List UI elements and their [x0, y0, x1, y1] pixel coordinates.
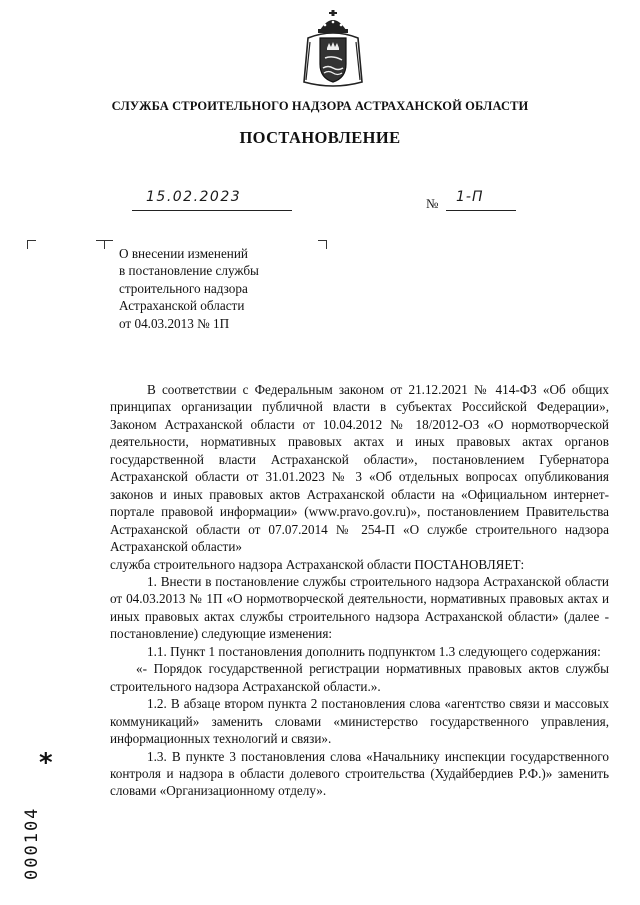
- subject-line: О внесении изменений: [119, 246, 248, 261]
- document-type: ПОСТАНОВЛЕНИЕ: [239, 128, 401, 147]
- number-field: [446, 189, 516, 211]
- corner-mark: [104, 240, 113, 249]
- number-label: №: [426, 196, 439, 211]
- document-number: 1-П: [456, 189, 484, 205]
- corner-mark: [27, 240, 36, 249]
- document-body: [110, 381, 609, 800]
- body-paragraph: 1.2. В абзаце втором пункта 2 постановления слова «агентство связи и массовых коммуникаций» заменить словами «министерство государственного управления, информационных технологий и связи».: [110, 696, 609, 747]
- subject-line: строительного надзора: [119, 280, 248, 296]
- corner-mark: [318, 240, 327, 249]
- document-date: 15.02.2023: [146, 189, 242, 205]
- body-paragraph: 1.1. Пункт 1 постановления дополнить подпунктом 1.3 следующего содержания:: [147, 643, 601, 659]
- registration-stamp: [22, 748, 62, 880]
- body-paragraph: 1. Внести в постановление службы строительного надзора Астраханской области от 04.03.2013 № 1П «О нормотворческой деятельности, нормативных правовых актах и иных правовых актах службы строительного надзора Астраханской области» (далее - постановление) следующие изменения:: [110, 573, 609, 642]
- subject-line: Астраханской области: [119, 298, 245, 314]
- date-field: [132, 189, 292, 211]
- body-paragraph: В соответствии с Федеральным законом от 21.12.2021 № 414-ФЗ «Об общих принципах организации публичной власти в субъектах Российской Федерации», Законом Астраханской области от 10.04.2012 № 18/2012-ОЗ «О нормотворческой деятельности, нормативных правовых актах и иных правовых актах органов государственной власти Астраханской области», постановлением Губернатора Астраханской области от 31.01.2023 № 3 «Об отдельных вопросах опубликования законов и иных правовых актов Астраханской области на «Официальном интернет-портале правовой информации» (www.pravo.gov.ru)», постановлением Правительства Астраханской области от 07.07.2014 № 254-П «О службе строительного надзора Астраханской области»: [110, 382, 609, 555]
- subject-line: от 04.03.2013 № 1П: [119, 315, 230, 331]
- coat-of-arms-icon: [298, 8, 368, 92]
- subject-block: [119, 245, 259, 332]
- body-paragraph: 1.3. В пункте 3 постановления слова «Начальнику инспекции государственного контроля и надзора в области долевого строительства (Худайбердиев Р.Ф.)» заменить словами «Организационному отделу».: [110, 748, 609, 799]
- body-paragraph: служба строительного надзора Астраханской области ПОСТАНОВЛЯЕТ:: [110, 556, 525, 572]
- asterisk-icon: *: [39, 748, 53, 778]
- stamp-number: 000104: [22, 806, 42, 880]
- agency-name: СЛУЖБА СТРОИТЕЛЬНОГО НАДЗОРА АСТРАХАНСКОЙ ОБЛАСТИ: [111, 99, 529, 113]
- subject-line: в постановление службы: [119, 263, 259, 279]
- body-paragraph: «- Порядок государственной регистрации нормативных правовых актов службы строительного надзора Астраханской области.».: [110, 661, 609, 694]
